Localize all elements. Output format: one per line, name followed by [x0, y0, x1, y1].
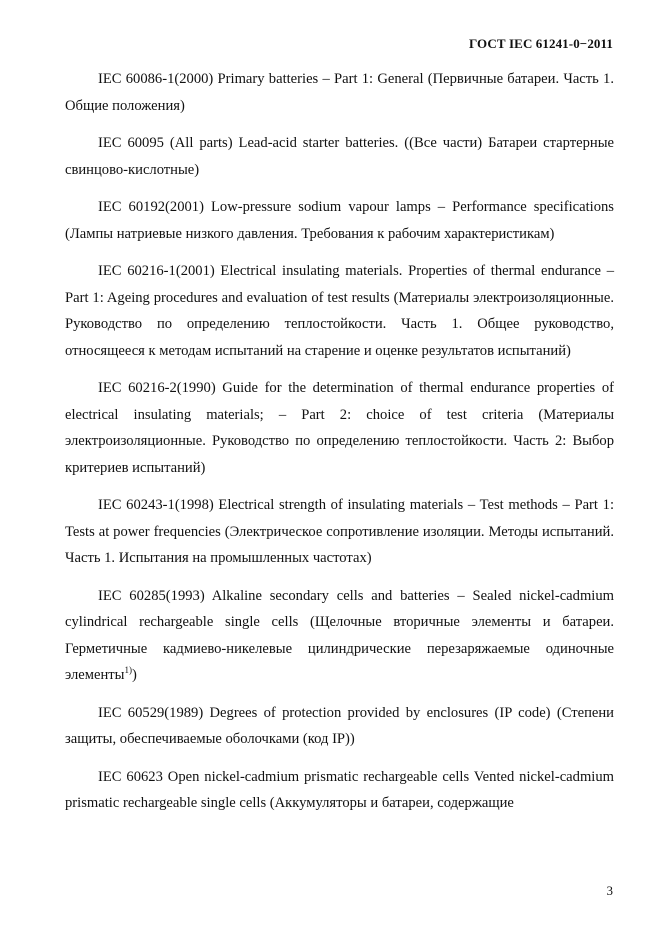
document-code-header: ГОСТ IEC 61241-0−2011 — [468, 36, 613, 51]
reference-text: IEC 60285(1993) Alkaline secondary cells and batteries – Sealed nickel-cadmium cylindrical rechargeable single cells (Щелочные вторичные элементы и батареи. Герметичные кадмиево-никелевые цилиндрические перезаряжаемые одиночные элементы — [65, 587, 614, 683]
reference-paragraph: IEC 60095 (All parts) Lead-acid starter batteries. ((Все части) Батареи стартерные свинцово-кислотные) — [65, 135, 614, 178]
references-list — [65, 66, 614, 828]
footnote-marker[interactable]: 1) — [124, 665, 132, 675]
reference-paragraph: IEC 60529(1989) Degrees of protection provided by enclosures (IP code) (Степени защиты, обеспечиваемые оболочками (код IP)) — [65, 704, 614, 747]
reference-paragraph: IEC 60216-2(1990) Guide for the determination of thermal endurance properties of electrical insulating materials; – Part 2: choice of test criteria (Материалы электроизоляционные. Руководство по определению теплостойкости. Часть 2: Выбор критериев испытаний) — [65, 380, 614, 476]
reference-paragraph: IEC 60216-1(2001) Electrical insulating materials. Properties of thermal endurance – Part 1: Ageing procedures and evaluation of test results (Материалы электроизоляционные. Руководство по определению теплостойкости. Часть 1. Общее руководство, относящееся к методам испытаний на старение и оценке результатов испытаний) — [65, 263, 614, 359]
reference-paragraph: IEC 60192(2001) Low-pressure sodium vapour lamps – Performance specifications (Лампы натриевые низкого давления. Требования к рабочим характеристикам) — [65, 199, 614, 242]
reference-paragraph: IEC 60243-1(1998) Electrical strength of insulating materials – Test methods – Part 1: Tests at power frequencies (Электрическое сопротивление изоляции. Методы испытаний. Часть 1. Испытания на промышленных частотах) — [65, 497, 614, 566]
reference-paragraph — [65, 583, 614, 689]
reference-paragraph: IEC 60086-1(2000) Primary batteries – Part 1: General (Первичные батареи. Часть 1. Общие положения) — [65, 71, 614, 114]
reference-text-closing: ) — [131, 667, 137, 683]
reference-paragraph: IEC 60623 Open nickel-cadmium prismatic rechargeable cells Vented nickel-cadmium prismatic rechargeable single cells (Аккумуляторы и батареи, содержащие — [65, 768, 614, 811]
page-number: 3 — [606, 883, 613, 898]
